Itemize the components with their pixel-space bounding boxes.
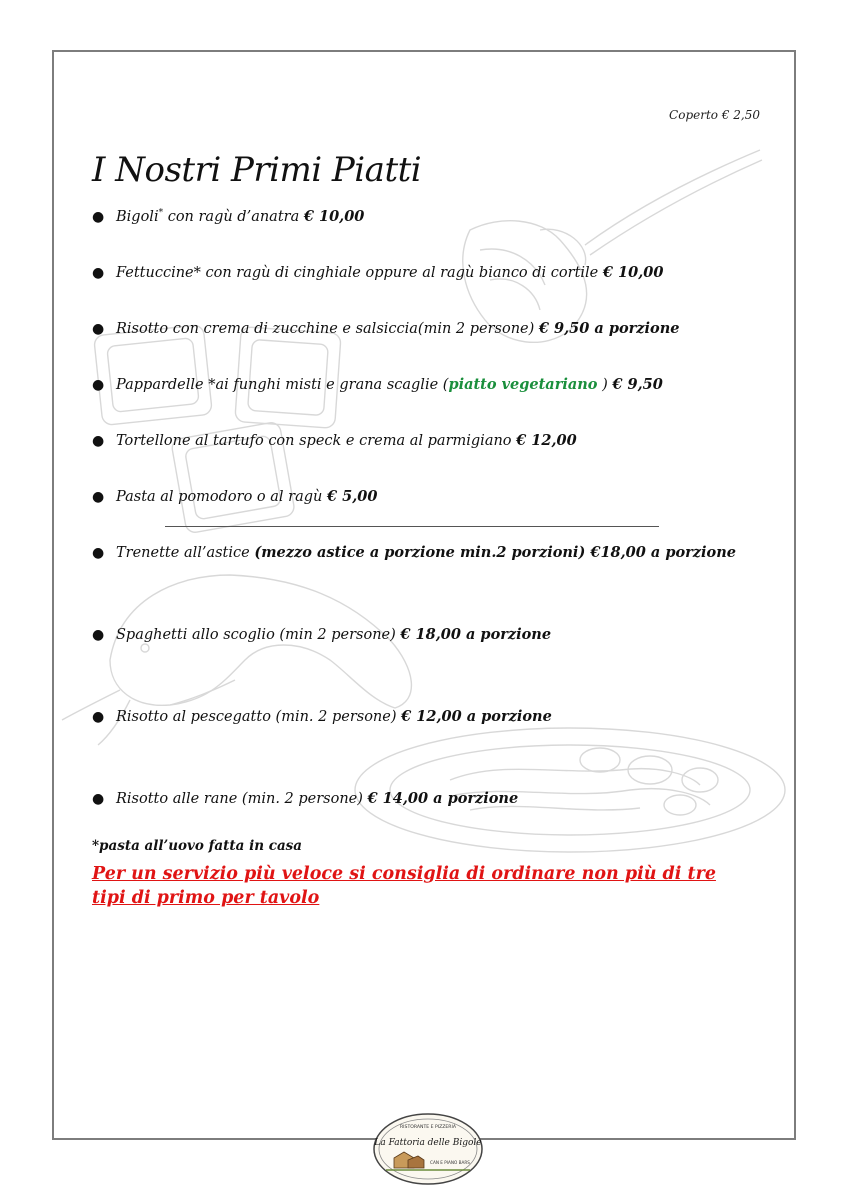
logo-name: La Fattoria delle Bigole bbox=[374, 1138, 482, 1148]
menu-item-trenette bbox=[92, 544, 736, 561]
item-name: Pappardelle *ai funghi misti e grana scaglie ( bbox=[116, 377, 449, 393]
menu-item-tortellone bbox=[92, 432, 577, 449]
item-price: € 9,50 bbox=[612, 376, 663, 393]
item-name: Pasta al pomodoro o al ragù bbox=[116, 489, 327, 505]
item-price: (mezzo astice a porzione min.2 porzioni) €18,00 a porzione bbox=[254, 544, 736, 561]
item-name: Risotto con crema di zucchine e salsiccia(min 2 persone) bbox=[116, 321, 539, 337]
cover-charge: Coperto € 2,50 bbox=[669, 108, 760, 122]
item-name: Spaghetti allo scoglio (min 2 persone) bbox=[116, 627, 401, 643]
restaurant-logo bbox=[372, 1112, 484, 1186]
bullet-icon: ● bbox=[92, 433, 105, 449]
bullet-icon: ● bbox=[92, 265, 105, 281]
menu-item-risotto-rane bbox=[92, 790, 518, 807]
vegetarian-label: piatto vegetariano bbox=[448, 376, 598, 393]
bullet-icon: ● bbox=[92, 791, 105, 807]
menu-item-pasta-pomodoro bbox=[92, 488, 377, 505]
item-asterisk: * bbox=[158, 208, 164, 219]
item-name: Tortellone al tartufo con speck e crema al parmigiano bbox=[116, 433, 517, 449]
menu-item-fettuccine bbox=[92, 264, 663, 281]
bullet-icon: ● bbox=[92, 709, 105, 725]
bullet-icon: ● bbox=[92, 545, 105, 561]
item-name: Risotto al pescegatto (min. 2 persone) bbox=[116, 709, 402, 725]
item-desc: con ragù d’anatra bbox=[163, 209, 304, 225]
item-price: € 12,00 bbox=[516, 432, 577, 449]
item-price: € 18,00 a porzione bbox=[400, 626, 552, 643]
menu-item-risotto-pescegatto bbox=[92, 708, 552, 725]
item-name: Fettuccine* con ragù di cinghiale oppure al ragù bianco di cortile bbox=[116, 265, 603, 281]
bullet-icon: ● bbox=[92, 209, 105, 225]
ordering-advice: Per un servizio più veloce si consiglia di ordinare non più di tre tipi di primo per tavolo bbox=[92, 864, 716, 908]
bullet-icon: ● bbox=[92, 489, 105, 505]
item-price: € 5,00 bbox=[326, 488, 378, 505]
section-divider bbox=[165, 526, 659, 527]
bullet-icon: ● bbox=[92, 627, 105, 643]
menu-item-risotto-zucchine bbox=[92, 320, 679, 337]
homemade-pasta-note: *pasta all’uovo fatta in casa bbox=[92, 838, 303, 854]
menu-item-spaghetti-scoglio bbox=[92, 626, 551, 643]
item-price: € 10,00 bbox=[602, 264, 664, 281]
logo-top-text: RISTORANTE E PIZZERIA bbox=[399, 1125, 457, 1130]
menu-item-pappardelle bbox=[92, 376, 663, 393]
bullet-icon: ● bbox=[92, 321, 105, 337]
menu-item-bigoli bbox=[92, 208, 364, 225]
logo-bottom-text: CAN E PIANO BARS bbox=[430, 1160, 470, 1165]
item-price: € 14,00 a porzione bbox=[367, 790, 519, 807]
bullet-icon: ● bbox=[92, 377, 105, 393]
item-name: Risotto alle rane (min. 2 persone) bbox=[116, 791, 368, 807]
page-title: I Nostri Primi Piatti bbox=[92, 150, 422, 190]
item-name: Bigoli bbox=[116, 209, 159, 225]
item-name: Trenette all’astice bbox=[116, 545, 255, 561]
item-price: € 10,00 bbox=[303, 208, 365, 225]
item-price: € 12,00 a porzione bbox=[401, 708, 552, 725]
item-desc: ) bbox=[597, 377, 613, 393]
item-price: € 9,50 a porzione bbox=[538, 320, 680, 337]
